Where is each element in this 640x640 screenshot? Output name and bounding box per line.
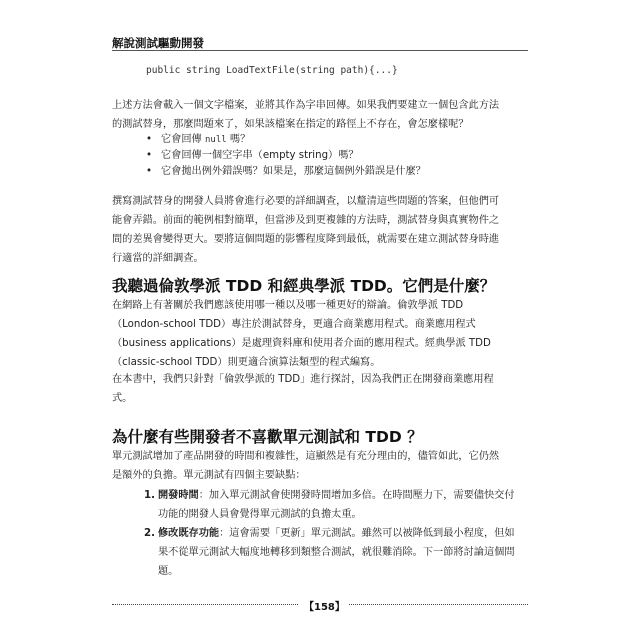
paragraph-line: 在本書中，我們只針對「倫敦學派的 TDD」進行探討，因為我們正在開發商業應用程: [112, 374, 494, 385]
list-line: 題。: [158, 566, 179, 577]
paragraph-line: 間的差異會變得更大。要將這個問題的影響程度降到最低，就需要在建立測試替身時進: [112, 234, 500, 245]
list-line: [158, 486, 515, 505]
list-item: [144, 524, 515, 581]
list-line: [158, 524, 515, 543]
paragraph-intro: [112, 96, 500, 134]
paragraph-line: 上述方法會載入一個文字檔案，並將其作為字串回傳。如果我們要建立一個包含此方法: [112, 100, 500, 111]
list-number: 2.: [144, 528, 155, 539]
bullet-text: 嗎？: [226, 134, 251, 145]
list-text: ：加入單元測試會使開發時間增加多倍。在時間壓力下，需要儘快交付: [198, 490, 515, 501]
list-text: ：這會需要「更新」單元測試。雖然可以被降低到最小程度，但如: [219, 528, 515, 539]
paragraph-line: 行適當的詳細調查。: [112, 253, 204, 264]
list-term: 開發時間: [158, 490, 199, 501]
paragraph-line: 單元測試增加了產品開發的時間和複雜性，這顯然是有充分理由的，儘管如此，它仍然: [112, 451, 500, 462]
list-item: [146, 132, 426, 148]
paragraph-drawbacks: [112, 447, 500, 485]
list-item: [146, 164, 426, 180]
paragraph-line: 的測試替身，那麼問題來了，如果該檔案在指定的路徑上不存在，會怎麼樣呢？: [112, 119, 469, 130]
list-item: [144, 486, 515, 524]
question-list: [146, 132, 426, 180]
footer-divider-left: [112, 604, 298, 605]
list-line: 功能的開發人員會覺得單元測試的負擔太重。: [158, 509, 362, 520]
paragraph-book-scope: [112, 370, 500, 408]
section-heading: 為什麼有些開發者不喜歡單元測試和 TDD ？: [112, 428, 423, 446]
running-header: 解說測試驅動開發: [112, 36, 204, 50]
list-term: 修改既存功能: [158, 528, 220, 539]
bullet-text: 它會回傳一個空字串（empty string）嗎？: [161, 150, 359, 161]
paragraph-line: 撰寫測試替身的開發人員將會進行必要的詳細調查，以釐清這些問題的答案，但他們可: [112, 196, 500, 207]
paragraph-line: （London-school TDD）專注於測試替身，更適合商業應用程式。商業應用程式: [112, 319, 476, 330]
code-snippet: public string LoadTextFile(string path){...}: [146, 65, 398, 76]
list-item: [146, 148, 426, 164]
bullet-text: 它會回傳: [161, 134, 205, 145]
paragraph-schools: [112, 296, 500, 372]
list-number: 1.: [144, 490, 155, 501]
paragraph-line: 在網路上有著關於我們應該使用哪一種以及哪一種更好的辯論。倫敦學派 TDD: [112, 300, 464, 311]
paragraph-line: （business applications）是處理資料庫和使用者介面的應用程式。經典學派 TDD: [112, 338, 491, 349]
header-divider: [112, 50, 528, 51]
page-number: 【158】: [300, 598, 349, 613]
paragraph-line: 是額外的負擔。單元測試有四個主要缺點：: [112, 470, 306, 481]
paragraph-test-doubles: [112, 192, 500, 268]
list-line: 果不從單元測試大幅度地轉移到類整合測試，就很難消除。下一節將討論這個問: [158, 547, 515, 558]
paragraph-line: 能會弄錯。前面的範例相對簡單，但當涉及到更複雜的方法時，測試替身與真實物件之: [112, 215, 500, 226]
footer-divider-right: [342, 604, 528, 605]
bullet-text: 它會拋出例外錯誤嗎？如果是，那麼這個例外錯誤是什麼？: [161, 166, 426, 177]
paragraph-line: （classic-school TDD）則更適合演算法類型的程式編寫。: [112, 357, 381, 368]
section-heading: 我聽過倫敦學派 TDD 和經典學派 TDD。它們是什麼？: [112, 277, 496, 295]
inline-code: null: [205, 135, 227, 145]
paragraph-line: 式。: [112, 393, 133, 404]
drawbacks-list: [144, 486, 515, 581]
